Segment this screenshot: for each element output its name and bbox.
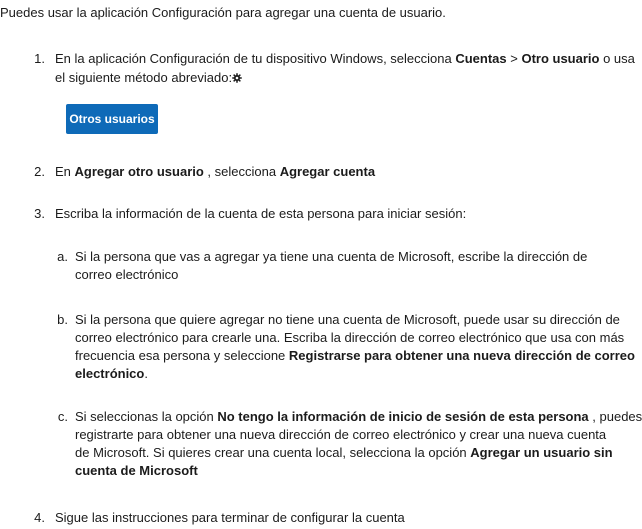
step-c-text-b: , puedes (588, 409, 642, 424)
step-c-no-info-option: No tengo la información de inicio de sesión de esta persona (217, 409, 589, 424)
step-a-line-2: correo electrónico (75, 267, 179, 282)
step-b-register-option-end: electrónico (75, 366, 145, 381)
step-1-shortcut-text: el siguiente método abreviado: (55, 70, 233, 85)
step-b-line-1: Si la persona que quiere agregar no tiene una cuenta de Microsoft, puede usar su dirección de (75, 312, 620, 327)
step-1-separator: > (506, 51, 522, 66)
step-2-add-other-user: Agregar otro usuario (74, 164, 204, 179)
intro-text: Puedes usar la aplicación Configuración para agregar una cuenta de usuario. (0, 5, 446, 20)
step-1-text-b: o usa (599, 51, 635, 66)
step-4-text: Sigue las instrucciones para terminar de configurar la cuenta (55, 510, 405, 525)
step-1-other-user: Otro usuario (521, 51, 600, 66)
step-c-line-3 (75, 443, 613, 462)
step-c-text-c: de Microsoft. Si quieres crear una cuenta local, selecciona la opción (75, 445, 471, 460)
step-b-register-option: Registrarse para obtener una nueva dirección de correo (288, 348, 635, 363)
step-b-period: . (144, 366, 148, 381)
step-1-line-1 (55, 49, 635, 68)
step-c-letter: c. (57, 409, 68, 424)
step-1-line-2 (55, 68, 242, 87)
step-4-number: 4. (34, 510, 45, 525)
gear-icon (232, 73, 242, 83)
step-1-number: 1. (34, 51, 45, 66)
step-3-text: Escriba la información de la cuenta de esta persona para iniciar sesión: (55, 206, 467, 221)
step-a-line-1: Si la persona que vas a agregar ya tiene una cuenta de Microsoft, escribe la dirección de (75, 249, 588, 264)
step-c-line-4 (75, 461, 198, 480)
step-1-text-a: En la aplicación Configuración de tu dispositivo Windows, selecciona (55, 51, 456, 66)
step-b-letter: b. (57, 312, 68, 327)
step-c-line-1 (75, 407, 642, 426)
step-c-line-2: registrarte para obtener una nueva dirección de correo electrónico y crear una nueva cuenta (75, 427, 607, 442)
step-1-accounts: Cuentas (455, 51, 507, 66)
step-2-text-b: , selecciona (203, 164, 280, 179)
step-2-number: 2. (34, 164, 45, 179)
step-b-line-3 (75, 346, 635, 365)
step-c-text-a: Si seleccionas la opción (75, 409, 218, 424)
step-a-letter: a. (57, 249, 68, 264)
step-c-add-user-option-end: cuenta de Microsoft (75, 463, 198, 478)
step-2-add-account: Agregar cuenta (279, 164, 376, 179)
step-b-text: frecuencia esa persona y seleccione (75, 348, 289, 363)
step-c-add-user-option: Agregar un usuario sin (470, 445, 613, 460)
step-b-line-2: correo electrónico para crearle una. Escriba la dirección de correo electrónico que usa con más (75, 330, 625, 345)
step-3-number: 3. (34, 206, 45, 221)
step-2-line (55, 162, 375, 181)
otros-usuarios-button[interactable]: Otros usuarios (66, 104, 158, 134)
step-b-line-4 (75, 364, 148, 383)
step-2-text-a: En (55, 164, 75, 179)
